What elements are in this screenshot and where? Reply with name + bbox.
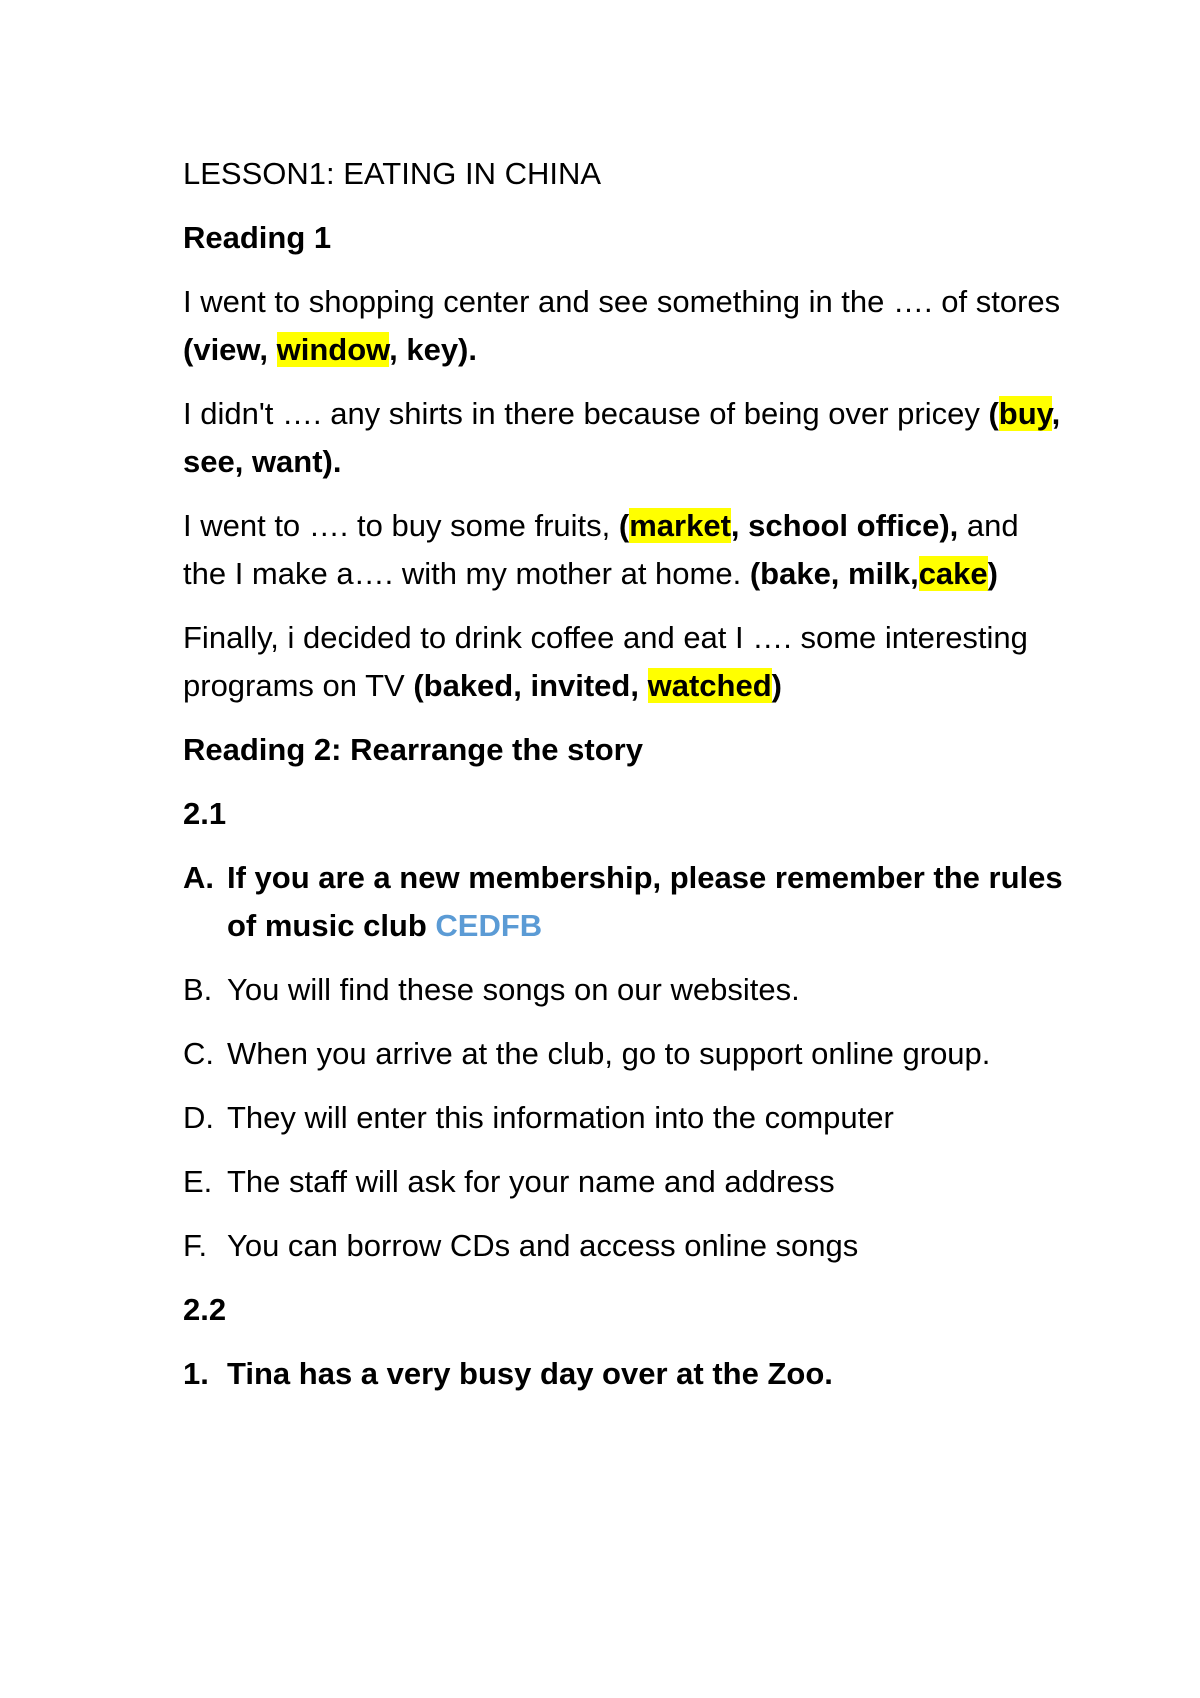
lesson-title: LESSON1: EATING IN CHINA <box>183 156 602 191</box>
q1-options-open: (view, <box>183 332 277 367</box>
reading1-question-3 <box>183 502 1063 598</box>
document-content <box>183 150 1063 1414</box>
list-item-e <box>183 1158 1063 1206</box>
list-item-b <box>183 966 1063 1014</box>
q4-text: Finally, i decided to drink coffee and eat I …. some interesting programs on TV <box>183 620 1028 703</box>
reading1-question-1 <box>183 278 1063 374</box>
q3-text-a: I went to …. to buy some fruits, <box>183 508 619 543</box>
list-item-text: When you arrive at the club, go to support online group. <box>227 1036 991 1071</box>
q2-answer-highlight: buy <box>998 396 1052 431</box>
reading1-question-4 <box>183 614 1063 710</box>
reading1-question-2 <box>183 390 1063 486</box>
q1-text: I went to shopping center and see something in the …. of stores <box>183 284 1061 319</box>
list-item-label: D. <box>183 1100 214 1135</box>
answer-sequence: CEDFB <box>435 908 543 943</box>
q3-options-open: ( <box>618 508 630 543</box>
list-item-d <box>183 1094 1063 1142</box>
list-item-f <box>183 1222 1063 1270</box>
reading1-heading: Reading 1 <box>183 220 332 255</box>
q3-options2-close: ) <box>987 556 998 591</box>
list-item-text: If you are a new membership, please remember the rules of music club <box>227 860 1063 943</box>
q1-answer-highlight: window <box>276 332 390 367</box>
q3-text-b: and the I make a…. with my mother at home. <box>183 508 1019 591</box>
list-item-text: They will enter this information into the computer <box>227 1100 894 1135</box>
q3-options-mid: , school office), <box>730 508 959 543</box>
q2-options-close: , see, want). <box>183 396 1061 479</box>
q3-answer-highlight: market <box>629 508 731 543</box>
reading2-heading: Reading 2: Rearrange the story <box>183 732 643 767</box>
list-item-label: 1. <box>183 1356 209 1391</box>
section-2-2-number: 2.2 <box>183 1292 227 1327</box>
q2-text: I didn't …. any shirts in there because of being over pricey <box>183 396 989 431</box>
list-item-1 <box>183 1350 1063 1398</box>
list-item-label: E. <box>183 1164 213 1199</box>
q4-options-open: (baked, invited, <box>413 668 648 703</box>
list-item-text: The staff will ask for your name and address <box>227 1164 835 1199</box>
q4-answer-highlight: watched <box>647 668 772 703</box>
list-item-text: Tina has a very busy day over at the Zoo. <box>227 1356 833 1391</box>
q4-options-close: ) <box>771 668 782 703</box>
list-item-c <box>183 1030 1063 1078</box>
q3-answer2-highlight: cake <box>918 556 988 591</box>
list-item-text: You will find these songs on our websites. <box>227 972 800 1007</box>
q1-options-close: , key). <box>389 332 477 367</box>
list-item-label: A. <box>183 860 214 895</box>
list-item-label: B. <box>183 972 213 1007</box>
list-item-label: F. <box>183 1228 208 1263</box>
list-item-text: You can borrow CDs and access online songs <box>227 1228 859 1263</box>
q2-options-open: ( <box>988 396 999 431</box>
section-2-1-number: 2.1 <box>183 796 227 831</box>
list-item-label: C. <box>183 1036 214 1071</box>
list-item-a <box>183 854 1063 950</box>
q3-options2-open: (bake, milk, <box>749 556 919 591</box>
